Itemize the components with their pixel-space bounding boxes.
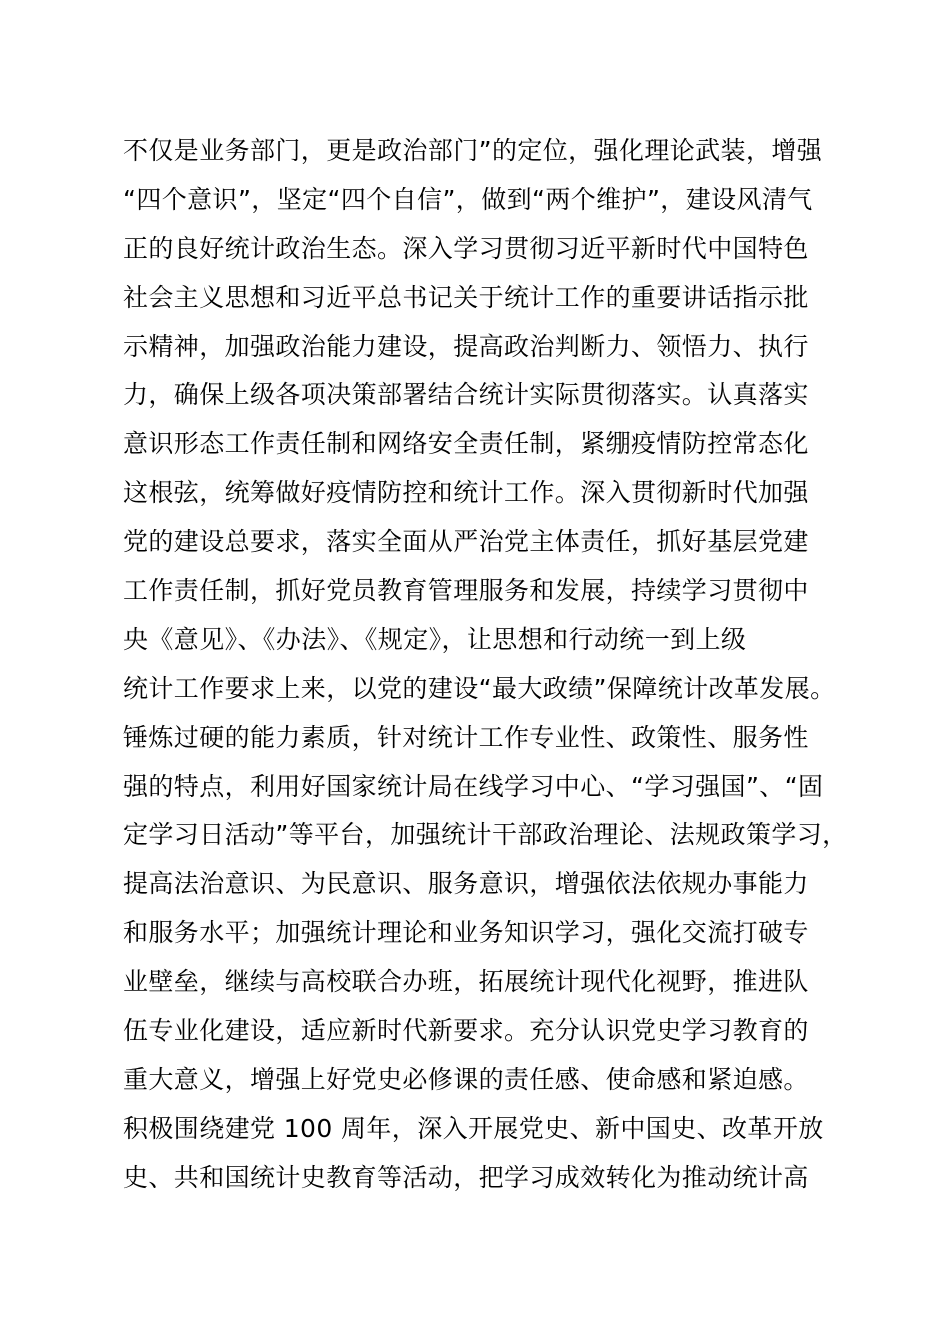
text-line: “四个意识”，坚定“四个自信”，做到“两个维护”，建设风清气 [123,184,813,214]
text-line: 这根弦，统筹做好疫情防控和统计工作。深入贯彻新时代加强 [123,478,809,508]
text-line: 力，确保上级各项决策部署结合统计实际贯彻落实。认真落实 [123,380,809,410]
text-line: 社会主义思想和习近平总书记关于统计工作的重要讲话指示批 [123,282,809,312]
text-line: 央《意见》、《办法》、《规定》，让思想和行动统一到上级 [123,624,747,654]
text-line: 重大意义，增强上好党史必修课的责任感、使命感和紧迫感。 [123,1064,809,1094]
text-line: 工作责任制，抓好党员教育管理服务和发展，持续学习贯彻中 [123,576,809,606]
text-line: 强的特点，利用好国家统计局在线学习中心、“学习强国”、“固 [123,771,824,801]
text-line: 积极围绕建党 100 周年，深入开展党史、新中国史、改革开放 [123,1113,824,1143]
text-line: 不仅是业务部门，更是政治部门”的定位，强化理论武装，增强 [123,136,823,165]
text-line: 伍专业化建设，适应新时代新要求。充分认识党史学习教育的 [123,1016,809,1046]
text-line: 正的良好统计政治生态。深入学习贯彻习近平新时代中国特色 [123,233,809,263]
text-line: 锤炼过硬的能力素质，针对统计工作专业性、政策性、服务性 [123,722,809,752]
text-line: 定学习日活动”等平台，加强统计干部政治理论、法规政策学习， [123,820,848,850]
text-line: 史、共和国统计史教育等活动，把学习成效转化为推动统计高 [123,1162,809,1192]
text-line: 业壁垒，继续与高校联合办班，拓展统计现代化视野，推进队 [123,967,809,997]
text-line: 党的建设总要求，落实全面从严治党主体责任，抓好基层党建 [123,527,809,557]
text-line: 提高法治意识、为民意识、服务意识，增强依法依规办事能力 [123,869,809,899]
text-line: 意识形态工作责任制和网络安全责任制，紧绷疫情防控常态化 [123,429,809,459]
text-line: 和服务水平；加强统计理论和业务知识学习，强化交流打破专 [123,918,809,948]
text-line: 统计工作要求上来，以党的建设“最大政绩”保障统计改革发展。 [123,673,836,703]
text-line: 示精神，加强政治能力建设，提高政治判断力、领悟力、执行 [123,331,809,361]
body-text [123,127,883,1203]
